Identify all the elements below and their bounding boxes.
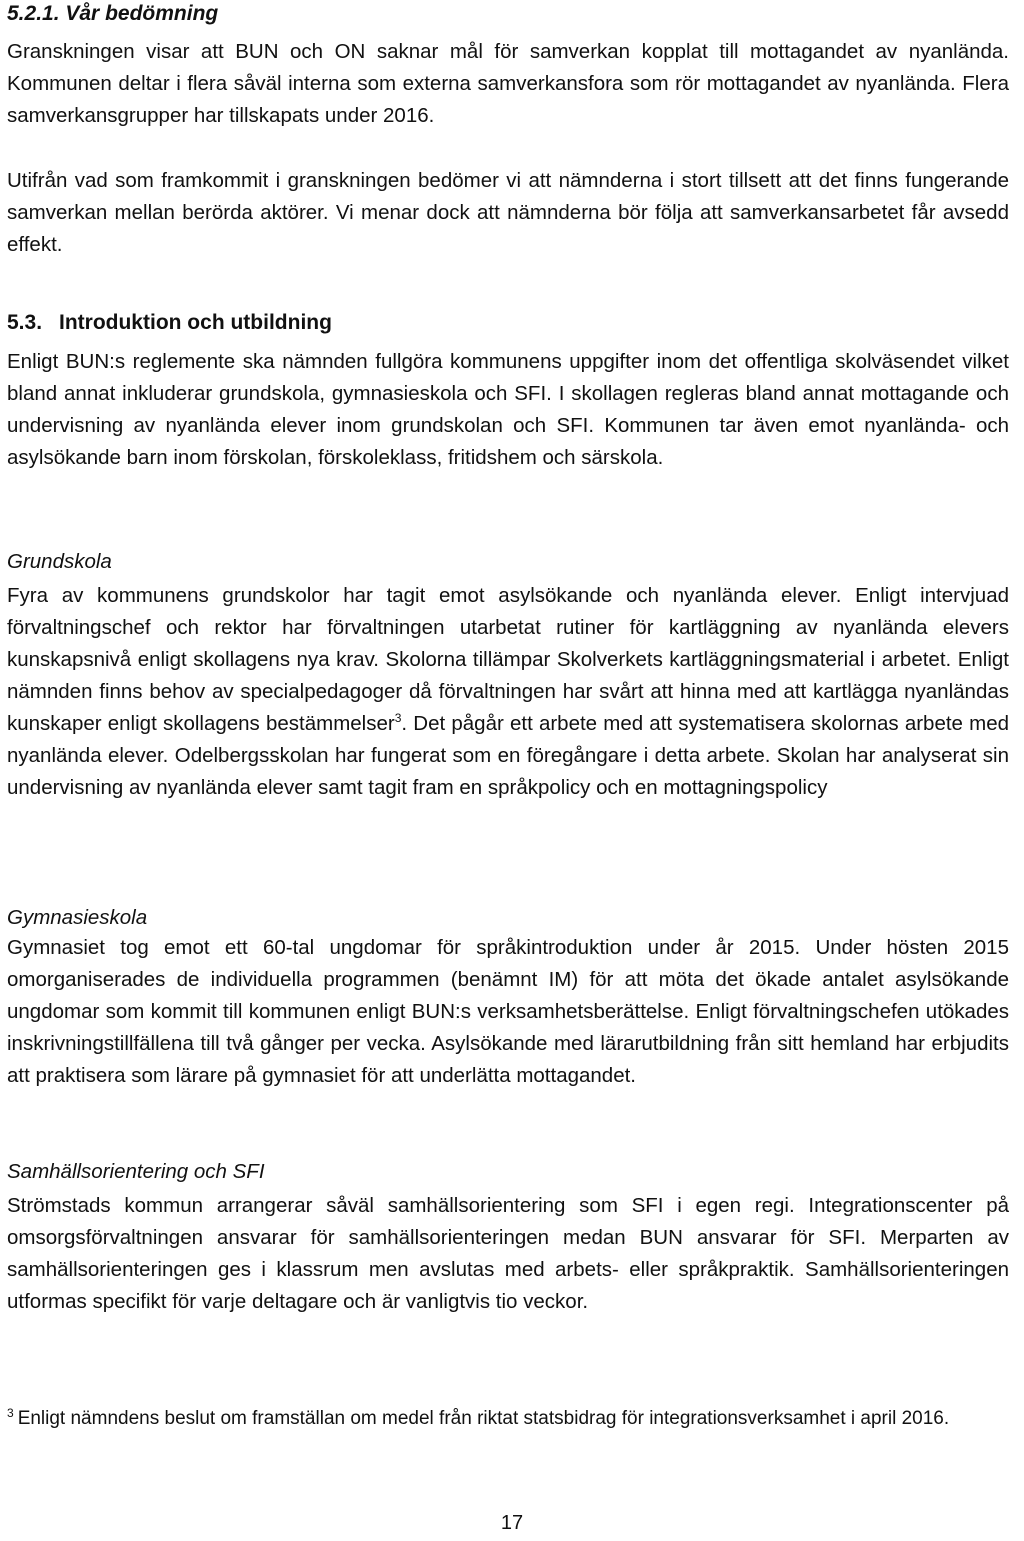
assessment-paragraph-1: Granskningen visar att BUN och ON saknar mål för samverkan kopplat till mottagandet av nyanlända. Kommunen deltar i flera såväl interna som externa samverkansfora som rör mottagandet av nyanlända. Flera samverkansgrupper har tillskapats under 2016. xyxy=(7,40,1009,127)
section-number: 5.3. xyxy=(7,311,43,334)
grundskola-text-part-1: Fyra av kommunens grundskolor har tagit emot asylsökande och nyanlända elever. Enligt intervjuad förvaltningschef och rektor har förvaltningen utarbetat rutiner för kartläggning av nyanlända elevers kunskapsnivå enligt skollagens nya krav. Skolorna tillämpar Skolverkets kartläggningsmaterial i arbetet. Enligt nämnden finns behov av specialpedagoger då förvaltningen har svårt att hinna med att kartlägga nyanländas kunskaper enligt skollagens bestämmelser xyxy=(7,584,1009,735)
grundskola-label: Grundskola xyxy=(7,550,112,573)
sfi-label: Samhällsorientering och SFI xyxy=(7,1160,265,1183)
footnote xyxy=(7,1405,1009,1433)
gymnasieskola-paragraph: Gymnasiet tog emot ett 60-tal ungdomar för språkintroduktion under år 2015. Under hösten 2015 omorganiserades de individuella programmen (benämnt IM) för att möta det ökade antalet asylsökande ungdomar som kommit till kommunen enligt BUN:s verksamhetsberättelse. Enligt förvaltningschefen utökades inskrivningstillfällena till två gånger per vecka. Asylsökande med lärarutbildning från sitt hemland har erbjudits att praktisera som lärare på gymnasiet för att underlätta mottagandet. xyxy=(7,936,1009,1087)
grundskola-paragraph xyxy=(7,580,1009,804)
page-number: 17 xyxy=(500,1512,524,1534)
section-intro-paragraph: Enligt BUN:s reglemente ska nämnden fullgöra kommunens uppgifter inom det offentliga skolväsendet vilket bland annat inkluderar grundskola, gymnasieskola och SFI. I skollagen regleras bland annat mottagande och undervisning av nyanlända elever inom grundskolan och SFI. Kommunen tar även emot nyanlända- och asylsökande barn inom förskolan, förskoleklass, fritidshem och särskola. xyxy=(7,350,1009,469)
sfi-paragraph: Strömstads kommun arrangerar såväl samhällsorientering som SFI i egen regi. Integrationscenter på omsorgsförvaltningen ansvarar för samhällsorienteringen medan BUN ansvarar för SFI. Merparten av samhällsorienteringen ges i klassrum men avslutas med arbets- eller språkpraktik. Samhällsorienteringen utformas specifikt för varje deltagare och är vanligtvis tio veckor. xyxy=(7,1194,1009,1313)
section-heading xyxy=(7,311,332,335)
assessment-paragraph-2: Utifrån vad som framkommit i granskningen bedömer vi att nämnderna i stort tillsett att det finns fungerande samverkan mellan berörda aktörer. Vi menar dock att nämnderna bör följa att samverkansarbetet får avsedd effekt. xyxy=(7,169,1009,256)
gymnasieskola-label: Gymnasieskola xyxy=(7,906,148,929)
footnote-reference[interactable]: 3 xyxy=(394,711,402,726)
footnote-text: Enligt nämndens beslut om framställan om medel från riktat statsbidrag för integrationsverksamhet i april 2016. xyxy=(17,1408,950,1429)
subsection-heading: 5.2.1. Vår bedömning xyxy=(7,2,219,25)
grundskola-text-part-2: . Det pågår ett arbete med att systematisera skolornas arbete med nyanlända elever. Odelbergsskolan har fungerat som en föregångare i detta arbete. Skolan har analyserat sin undervisning av nyanlända elever samt tagit fram en språkpolicy och en mottagningspolicy xyxy=(7,712,1009,799)
section-title: Introduktion och utbildning xyxy=(59,311,332,334)
footnote-marker: 3 xyxy=(7,1405,14,1420)
